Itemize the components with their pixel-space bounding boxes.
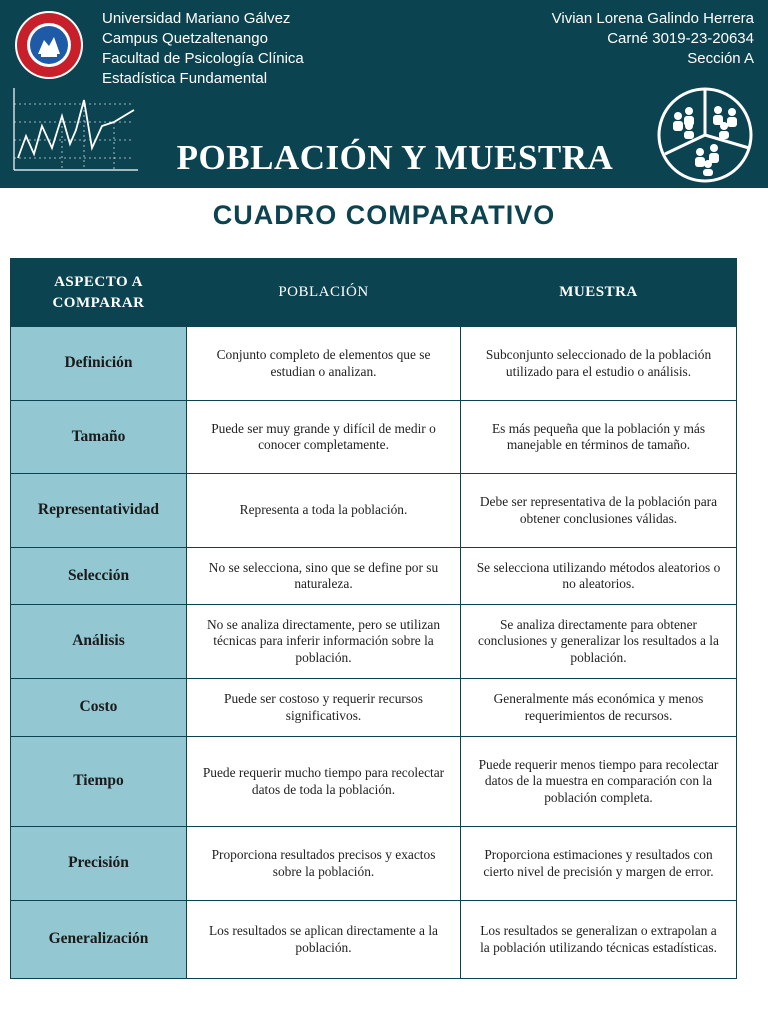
muestra-cell: Se selecciona utilizando métodos aleatorios o no aleatorios. xyxy=(461,548,737,605)
poblacion-cell: Puede ser costoso y requerir recursos significativos. xyxy=(187,679,461,737)
aspect-cell: Precisión xyxy=(11,827,187,901)
poblacion-cell: No se selecciona, sino que se define por su naturaleza. xyxy=(187,548,461,605)
muestra-cell: Los resultados se generalizan o extrapolan a la población utilizando técnicas estadísticas. xyxy=(461,901,737,979)
header-poblacion: POBLACIÓN xyxy=(187,259,461,327)
header-muestra: MUESTRA xyxy=(461,259,737,327)
muestra-cell: Generalmente más económica y menos requerimientos de recursos. xyxy=(461,679,737,737)
aspect-cell: Definición xyxy=(11,327,187,401)
aspect-cell: Costo xyxy=(11,679,187,737)
table-header-row xyxy=(11,259,737,327)
table-row xyxy=(11,679,737,737)
table-row xyxy=(11,827,737,901)
poblacion-cell: Conjunto completo de elementos que se estudian o analizan. xyxy=(187,327,461,401)
campus-name: Campus Quetzaltenango xyxy=(102,30,268,47)
muestra-cell: Proporciona estimaciones y resultados con cierto nivel de precisión y margen de error. xyxy=(461,827,737,901)
header-aspect: ASPECTO A COMPARAR xyxy=(11,259,187,327)
table-row xyxy=(11,548,737,605)
page-title: POBLACIÓN Y MUESTRA xyxy=(176,138,614,177)
muestra-cell: Debe ser representativa de la población para obtener conclusiones válidas. xyxy=(461,474,737,548)
muestra-cell: Subconjunto seleccionado de la población utilizado para el estudio o análisis. xyxy=(461,327,737,401)
aspect-cell: Selección xyxy=(11,548,187,605)
subtitle: CUADRO COMPARATIVO xyxy=(212,200,556,230)
aspect-cell: Generalización xyxy=(11,901,187,979)
poblacion-cell: Los resultados se aplican directamente a la población. xyxy=(187,901,461,979)
faculty-name: Facultad de Psicología Clínica xyxy=(102,50,304,67)
aspect-cell: Tamaño xyxy=(11,401,187,474)
aspect-cell: Tiempo xyxy=(11,737,187,827)
table-row xyxy=(11,401,737,474)
table-row xyxy=(11,901,737,979)
table-row xyxy=(11,605,737,679)
university-info xyxy=(102,9,304,89)
poblacion-cell: Proporciona resultados precisos y exactos sobre la población. xyxy=(187,827,461,901)
comparison-table xyxy=(10,258,737,979)
population-pie-icon xyxy=(656,86,754,184)
poblacion-cell: Puede requerir mucho tiempo para recolectar datos de toda la población. xyxy=(187,737,461,827)
poblacion-cell: Puede ser muy grande y difícil de medir o conocer completamente. xyxy=(187,401,461,474)
student-info xyxy=(552,9,754,69)
student-name: Vivian Lorena Galindo Herrera xyxy=(551,10,754,27)
university-name: Universidad Mariano Gálvez xyxy=(102,10,291,27)
table-row xyxy=(11,474,737,548)
poblacion-cell: Representa a toda la población. xyxy=(187,474,461,548)
line-graph-icon xyxy=(10,86,140,178)
header-banner xyxy=(0,0,768,188)
muestra-cell: Se analiza directamente para obtener conclusiones y generalizar los resultados a la población. xyxy=(461,605,737,679)
poblacion-cell: No se analiza directamente, pero se utilizan técnicas para inferir información sobre la población. xyxy=(187,605,461,679)
university-logo-icon xyxy=(14,10,84,80)
course-name: Estadística Fundamental xyxy=(102,70,268,87)
table-row xyxy=(11,737,737,827)
aspect-cell: Análisis xyxy=(11,605,187,679)
muestra-cell: Es más pequeña que la población y más manejable en términos de tamaño. xyxy=(461,401,737,474)
table-row xyxy=(11,327,737,401)
student-section: Sección A xyxy=(687,50,754,67)
student-id: Carné 3019-23-20634 xyxy=(607,30,754,47)
aspect-cell: Representatividad xyxy=(11,474,187,548)
muestra-cell: Puede requerir menos tiempo para recolectar datos de la muestra en comparación con la población completa. xyxy=(461,737,737,827)
